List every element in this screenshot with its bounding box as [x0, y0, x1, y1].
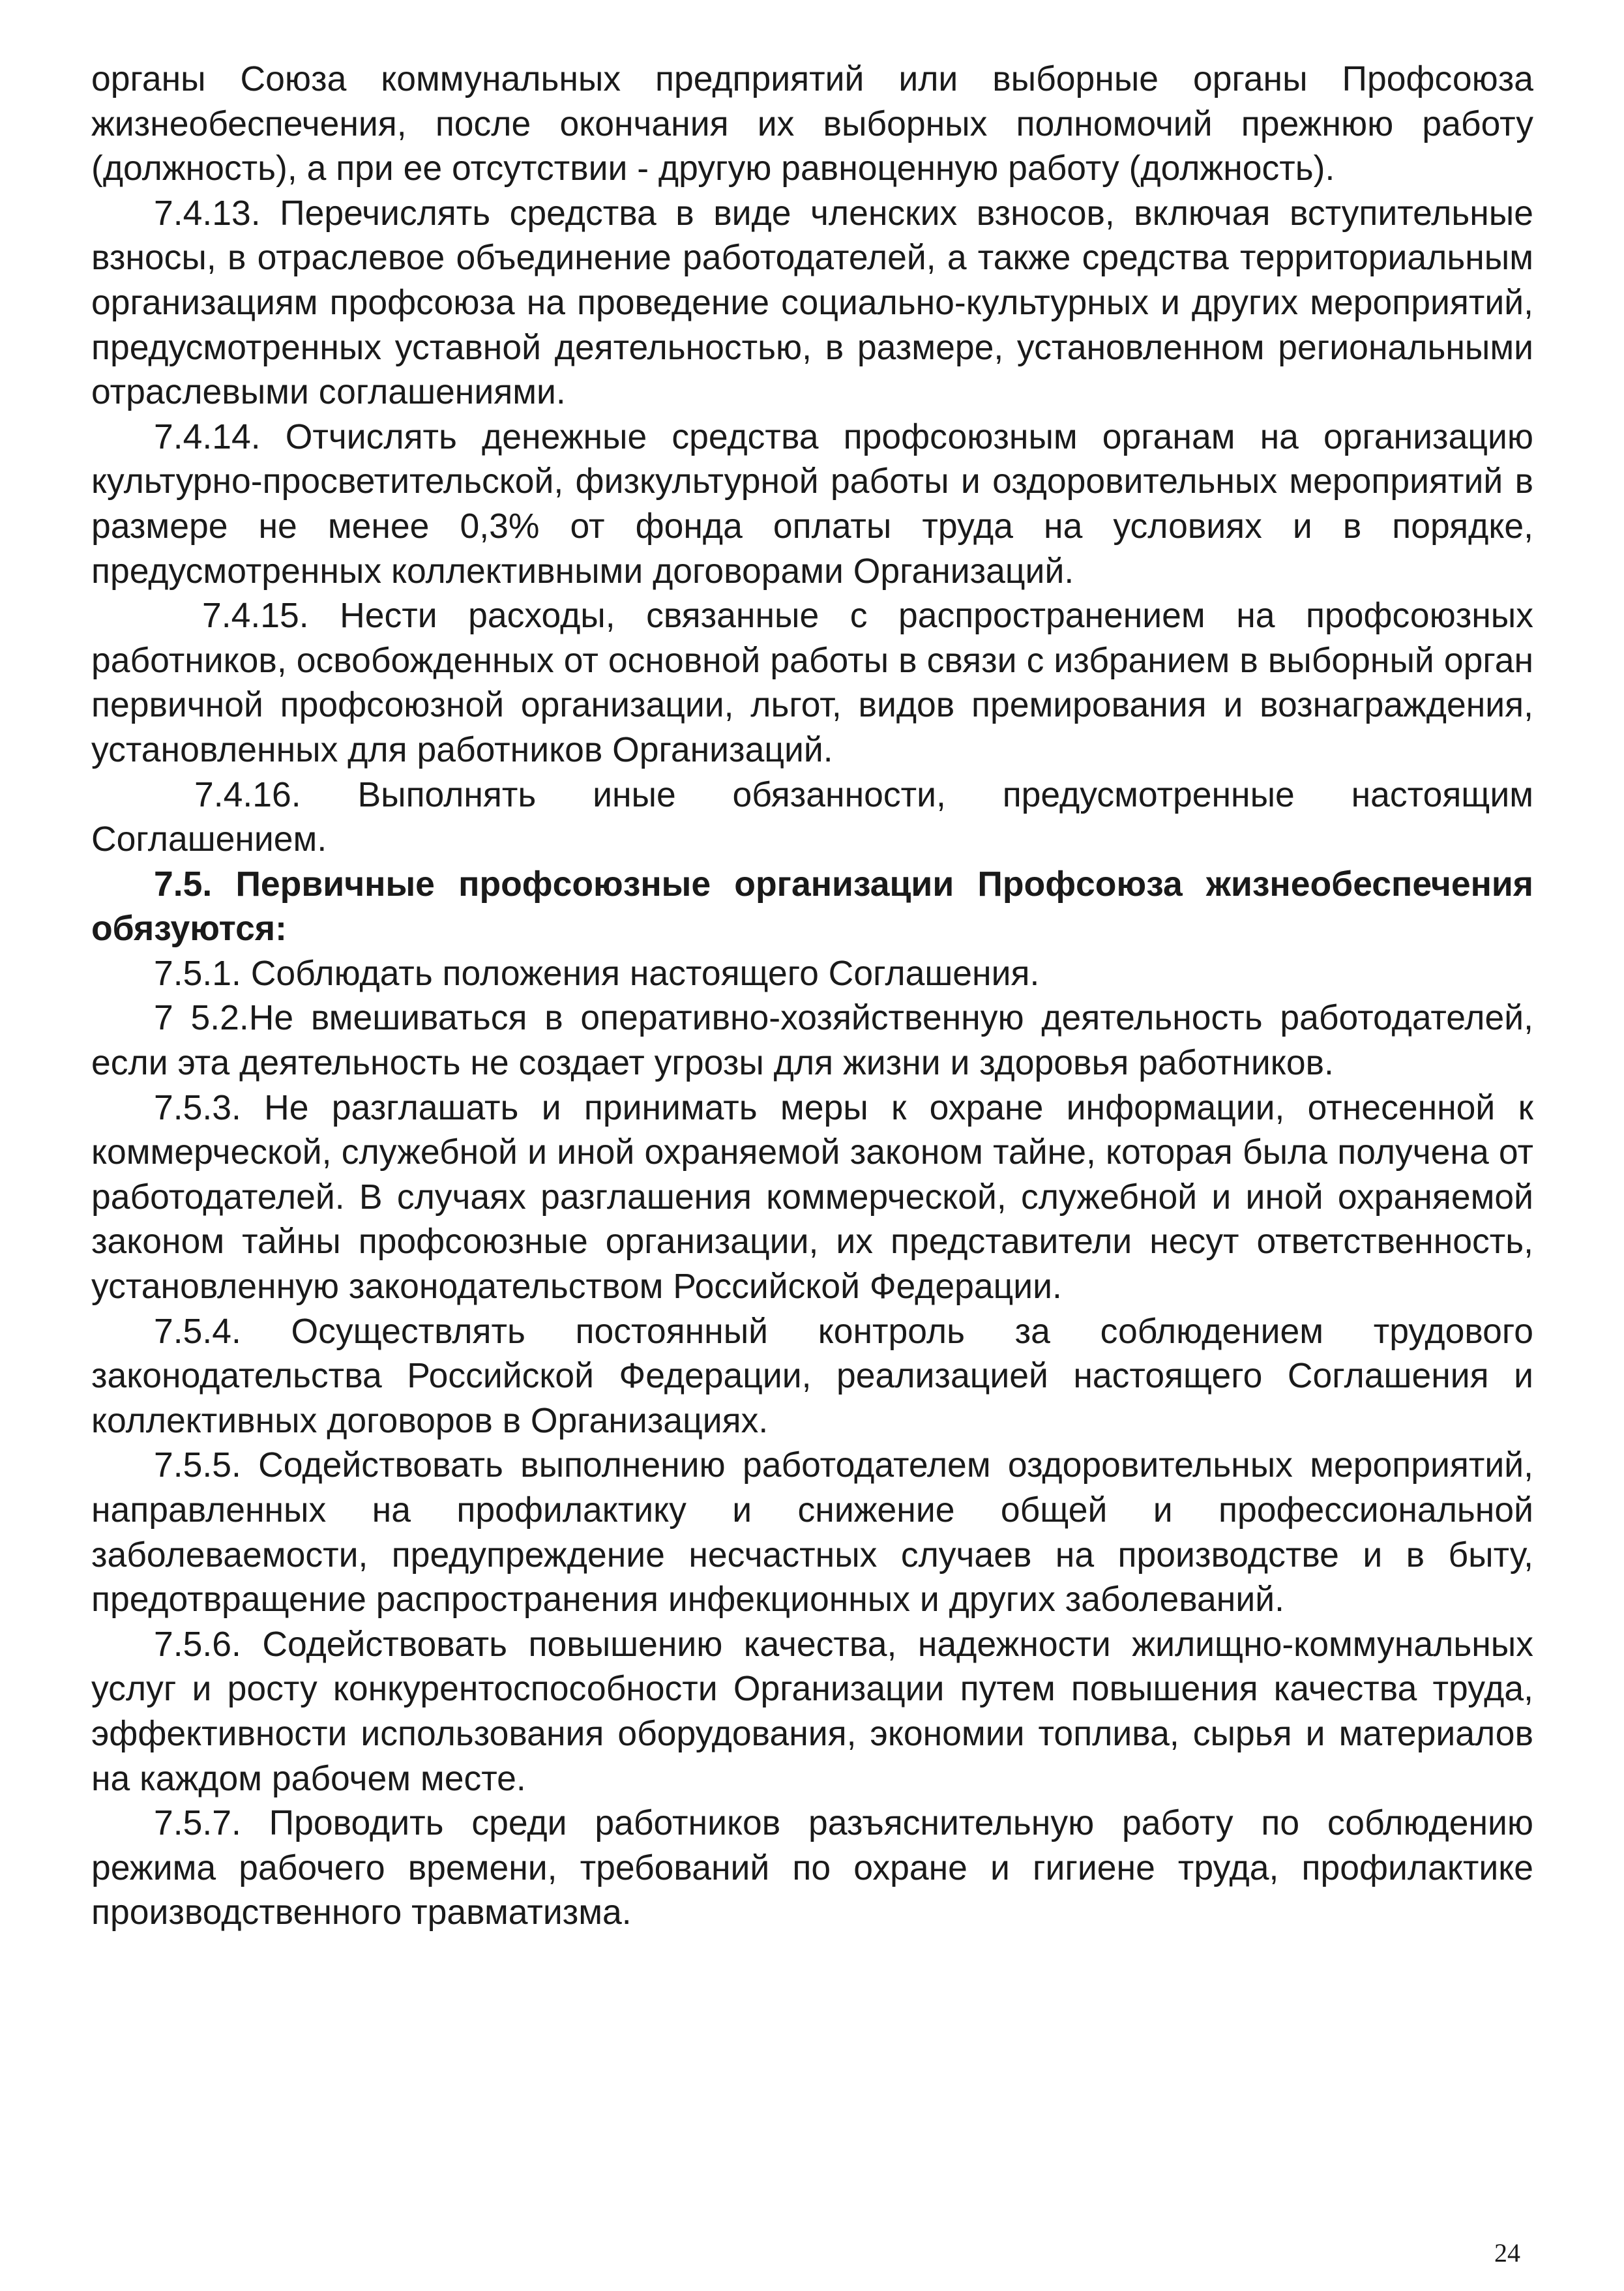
paragraph-7-5-3: 7.5.3. Не разглашать и принимать меры к охране информации, отнесенной к коммерческой, служебной и иной охраняемой законом тайне, которая была получена от работодателей. В случаях разглашения коммерческой, служебной и иной охраняемой законом тайны профсоюзные организации, их представители несут ответственность, установленную законодательством Российской Федерации.: [91, 1088, 1533, 1307]
paragraph-7-5-4: 7.5.4. Осуществлять постоянный контроль за соблюдением трудового законодательства Российской Федерации, реализацией настоящего Соглашения и коллективных договоров в Организациях.: [91, 1312, 1533, 1440]
paragraph-7-5-5: 7.5.5. Содействовать выполнению работодателем оздоровительных мероприятий, направленных на профилактику и снижение общей и профессиональной заболеваемости, предупреждение несчастных случаев на производстве и в быту, предотвращение распространения инфекционных и других заболеваний.: [91, 1446, 1533, 1619]
paragraph-7-4-16: 7.4.16. Выполнять иные обязанности, предусмотренные настоящим Соглашением.: [91, 775, 1533, 859]
paragraph-7-4-14: 7.4.14. Отчислять денежные средства профсоюзным органам на организацию культурно-просветительской, физкультурной работы и оздоровительных мероприятий в размере не менее 0,3% от фонда оплаты труда на условиях и в порядке, предусмотренных коллективными договорами Организаций.: [91, 417, 1533, 591]
paragraph-7-4-13: 7.4.13. Перечислять средства в виде членских взносов, включая вступительные взносы, в отраслевое объединение работодателей, а также средства территориальным организациям профсоюза на проведение социально-культурных и других мероприятий, предусмотренных уставной деятельностью, в размере, установленном региональными отраслевыми соглашениями.: [91, 194, 1533, 412]
page-number: 24: [1494, 2238, 1520, 2268]
paragraph-7-4-15: 7.4.15. Нести расходы, связанные с распространением на профсоюзных работников, освобожденных от основной работы в связи с избранием в выборный орган первичной профсоюзной организации, льгот, видов премирования и вознаграждения, установленных для работников Организаций.: [91, 597, 1533, 769]
paragraph-7-5-1: 7.5.1. Соблюдать положения настоящего Соглашения.: [154, 954, 1040, 993]
section-heading-7-5: 7.5. Первичные профсоюзные организации Профсоюза жизнеобеспечения обязуются:: [91, 865, 1533, 949]
paragraph-7-5-2: 7 5.2.Не вмешиваться в оперативно-хозяйственную деятельность работодателей, если эта деятельность не создает угрозы для жизни и здоровья работников.: [91, 999, 1533, 1083]
document-page: [91, 57, 1533, 1936]
paragraph-7-5-7: 7.5.7. Проводить среди работников разъяснительную работу по соблюдению режима рабочего времени, требований по охране и гигиене труда, профилактике производственного травматизма.: [91, 1804, 1533, 1932]
paragraph-continuation: органы Союза коммунальных предприятий или выборные органы Профсоюза жизнеобеспечения, после окончания их выборных полномочий прежнюю работу (должность), а при ее отсутствии - другую равноценную работу (должность).: [91, 60, 1533, 188]
paragraph-7-5-6: 7.5.6. Содействовать повышению качества, надежности жилищно-коммунальных услуг и росту конкурентоспособности Организации путем повышения качества труда, эффективности использования оборудования, экономии топлива, сырья и материалов на каждом рабочем месте.: [91, 1625, 1533, 1798]
